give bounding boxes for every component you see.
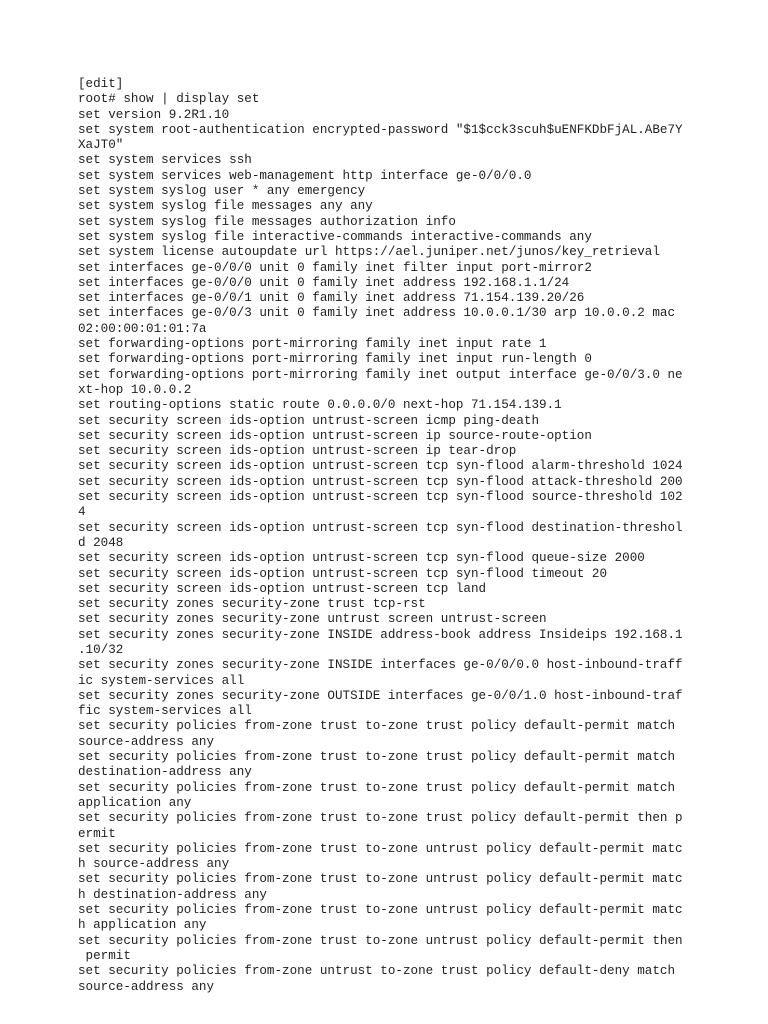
config-line: set security policies from-zone trust to-zone untrust policy default-permit then bbox=[78, 933, 683, 948]
config-line: set security policies from-zone trust to-zone trust policy default-permit match bbox=[78, 719, 676, 734]
config-line: set security zones security-zone untrust screen untrust-screen bbox=[78, 612, 547, 627]
config-line: set forwarding-options port-mirroring family inet input rate 1 bbox=[78, 337, 547, 352]
config-line: set system syslog file interactive-commands interactive-commands any bbox=[78, 229, 592, 244]
config-line: set security screen ids-option untrust-screen ip source-route-option bbox=[78, 428, 592, 443]
config-line: set security policies from-zone trust to-zone trust policy default-permit match bbox=[78, 750, 676, 765]
config-line: set security zones security-zone INSIDE address-book address Insideips 192.168.1 bbox=[78, 627, 683, 642]
config-line: h application any bbox=[78, 918, 207, 933]
config-line: set security screen ids-option untrust-screen icmp ping-death bbox=[78, 413, 540, 428]
config-line: .10/32 bbox=[78, 642, 124, 657]
config-line: root# show | display set bbox=[78, 92, 260, 107]
config-line: set interfaces ge-0/0/3 unit 0 family inet address 10.0.0.1/30 arp 10.0.0.2 mac bbox=[78, 306, 676, 321]
config-line: ic system-services all bbox=[78, 673, 245, 688]
config-line: set security screen ids-option untrust-screen tcp syn-flood source-threshold 102 bbox=[78, 490, 683, 505]
config-line: source-address any bbox=[78, 979, 215, 994]
config-line: set security screen ids-option untrust-screen tcp syn-flood timeout 20 bbox=[78, 566, 608, 581]
config-line: set interfaces ge-0/0/0 unit 0 family inet address 192.168.1.1/24 bbox=[78, 275, 570, 290]
config-line: set system license autoupdate url https://ael.juniper.net/junos/key_retrieval bbox=[78, 245, 660, 260]
config-line: XaJT0" bbox=[78, 138, 124, 153]
config-line: set security policies from-zone trust to-zone trust policy default-permit match bbox=[78, 780, 676, 795]
config-line: set security zones security-zone INSIDE interfaces ge-0/0/0.0 host-inbound-traff bbox=[78, 658, 683, 673]
config-line: set system syslog file messages authorization info bbox=[78, 214, 456, 229]
config-line: set security screen ids-option untrust-screen tcp syn-flood alarm-threshold 1024 bbox=[78, 459, 683, 474]
config-line: fic system-services all bbox=[78, 704, 252, 719]
config-line: set security screen ids-option untrust-screen tcp syn-flood destination-threshol bbox=[78, 520, 683, 535]
config-line: h destination-address any bbox=[78, 887, 267, 902]
config-line: set system syslog user * any emergency bbox=[78, 184, 366, 199]
config-line: set forwarding-options port-mirroring family inet output interface ge-0/0/3.0 ne bbox=[78, 367, 683, 382]
config-line: [edit] bbox=[78, 77, 124, 91]
config-line: set security zones security-zone OUTSIDE interfaces ge-0/0/1.0 host-inbound-traf bbox=[78, 688, 683, 703]
config-line: set version 9.2R1.10 bbox=[78, 107, 230, 122]
config-line: source-address any bbox=[78, 734, 215, 749]
config-line: set security policies from-zone untrust to-zone trust policy default-deny match bbox=[78, 964, 676, 979]
config-line: set system services web-management http interface ge-0/0/0.0 bbox=[78, 168, 532, 183]
config-line: 4 bbox=[78, 505, 86, 520]
config-line: xt-hop 10.0.0.2 bbox=[78, 382, 192, 397]
config-line: set system services ssh bbox=[78, 153, 252, 168]
config-line: h source-address any bbox=[78, 857, 230, 872]
config-line: destination-address any bbox=[78, 765, 252, 780]
config-line: set forwarding-options port-mirroring family inet input run-length 0 bbox=[78, 352, 592, 367]
config-line: set system root-authentication encrypted-password "$1$cck3scuh$uENFKDbFjAL.ABe7Y bbox=[78, 122, 683, 137]
config-line: d 2048 bbox=[78, 535, 124, 550]
config-line: set routing-options static route 0.0.0.0/0 next-hop 71.154.139.1 bbox=[78, 398, 562, 413]
config-line: set security screen ids-option untrust-screen ip tear-drop bbox=[78, 444, 517, 459]
config-line: set security screen ids-option untrust-screen tcp land bbox=[78, 581, 487, 596]
config-listing bbox=[78, 77, 683, 995]
config-line: permit bbox=[78, 948, 131, 963]
config-line: set security zones security-zone trust tcp-rst bbox=[78, 597, 426, 612]
config-line: set security policies from-zone trust to-zone trust policy default-permit then p bbox=[78, 811, 683, 826]
config-line: set security policies from-zone trust to-zone untrust policy default-permit matc bbox=[78, 841, 683, 856]
config-line: set security screen ids-option untrust-screen tcp syn-flood queue-size 2000 bbox=[78, 551, 645, 566]
config-line: set interfaces ge-0/0/0 unit 0 family inet filter input port-mirror2 bbox=[78, 260, 592, 275]
config-line: 02:00:00:01:01:7a bbox=[78, 321, 207, 336]
config-line: application any bbox=[78, 795, 192, 810]
config-line: ermit bbox=[78, 826, 116, 841]
config-line: set security policies from-zone trust to-zone untrust policy default-permit matc bbox=[78, 872, 683, 887]
config-line: set system syslog file messages any any bbox=[78, 199, 373, 214]
config-line: set security policies from-zone trust to-zone untrust policy default-permit matc bbox=[78, 903, 683, 918]
config-line: set security screen ids-option untrust-screen tcp syn-flood attack-threshold 200 bbox=[78, 474, 683, 489]
config-line: set interfaces ge-0/0/1 unit 0 family inet address 71.154.139.20/26 bbox=[78, 291, 585, 306]
